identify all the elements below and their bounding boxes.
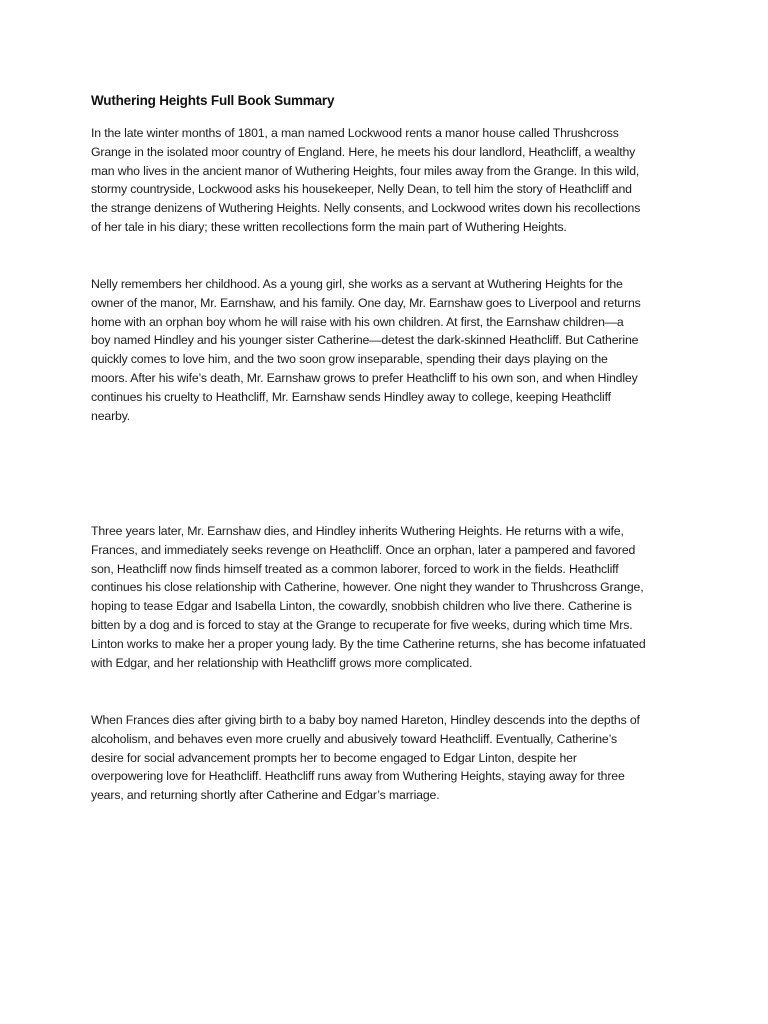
summary-paragraph-1: In the late winter months of 1801, a man named Lockwood rents a manor house called Thrushcross Grange in the isolated moor country of England. Here, he meets his dour landlord, Heathcliff, a wealthy man who lives in the ancient manor of Wuthering Heights, four miles away from the Grange. In this wild, stormy countryside, Lockwood asks his housekeeper, Nelly Dean, to tell him the story of Heathcliff and the strange denizens of Wuthering Heights. Nelly consents, and Lockwood writes down his recollections of her tale in his diary; these written recollections form the main part of Wuthering Heights.	[91, 126, 641, 234]
summary-paragraph-2: Nelly remembers her childhood. As a young girl, she works as a servant at Wuthering Heights for the owner of the manor, Mr. Earnshaw, and his family. One day, Mr. Earnshaw goes to Liverpool and returns home with an orphan boy whom he will raise with his own children. At first, the Earnshaw children—a boy named Hindley and his younger sister Catherine—detest the dark-skinned Heathcliff. But Catherine quickly comes to love him, and the two soon grow inseparable, spending their days playing on the moors. After his wife’s death, Mr. Earnshaw grows to prefer Heathcliff to his own son, and when Hindley continues his cruelty to Heathcliff, Mr. Earnshaw sends Hindley away to college, keeping Heathcliff nearby.	[91, 277, 641, 423]
summary-paragraph-3: Three years later, Mr. Earnshaw dies, and Hindley inherits Wuthering Heights. He returns with a wife, Frances, and immediately seeks revenge on Heathcliff. Once an orphan, later a pampered and favored son, Heathcliff now finds himself treated as a common laborer, forced to work in the fields. Heathcliff continues his close relationship with Catherine, however. One night they wander to Thrushcross Grange, hoping to tease Edgar and Isabella Linton, the cowardly, snobbish children who live there. Catherine is bitten by a dog and is forced to stay at the Grange to recuperate for five weeks, during which time Mrs. Linton works to make her a proper young lady. By the time Catherine returns, she has become infatuated with Edgar, and her relationship with Heathcliff grows more complicated.	[91, 524, 646, 670]
document-title: Wuthering Heights Full Book Summary	[91, 93, 335, 108]
summary-paragraph-4: When Frances dies after giving birth to a baby boy named Hareton, Hindley descends into the depths of alcoholism, and behaves even more cruelly and abusively toward Heathcliff. Eventually, Catherine’s desire for social advancement prompts her to become engaged to Edgar Linton, despite her overpowering love for Heathcliff. Heathcliff runs away from Wuthering Heights, staying away for three years, and returning shortly after Catherine and Edgar’s marriage.	[91, 713, 640, 803]
